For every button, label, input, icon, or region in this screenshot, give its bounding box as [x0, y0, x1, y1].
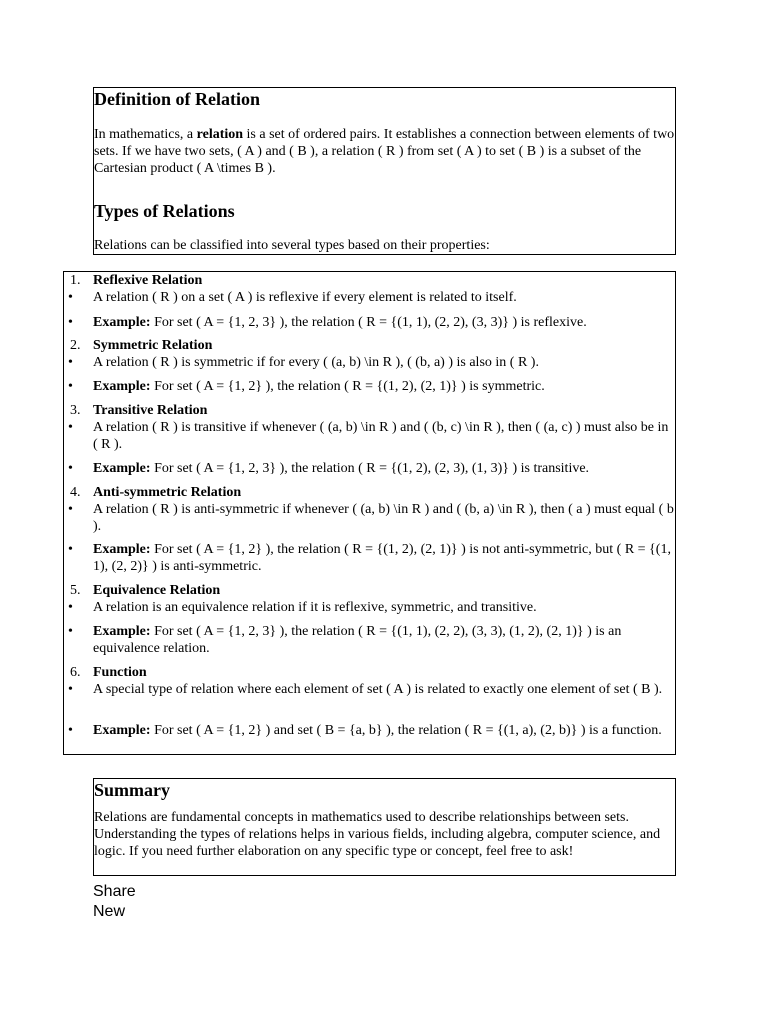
section-title-definition: Definition of Relation	[94, 89, 260, 109]
item-number: 3.	[70, 403, 81, 418]
example-label: Example:	[93, 723, 151, 738]
example-text: For set ( A = {1, 2, 3} ), the relation ( R = {(1, 1), (2, 2), (3, 3), (1, 2), (2, 1)} ) is an equivalence relation.	[93, 624, 622, 656]
item-number: 5.	[70, 583, 81, 598]
item-title: Function	[93, 665, 147, 680]
share-button[interactable]: Share	[93, 883, 136, 900]
bullet-icon: •	[68, 379, 73, 394]
bullet-icon: •	[68, 600, 73, 615]
definition-keyword: relation	[196, 127, 244, 142]
example-text: For set ( A = {1, 2} ) and set ( B = {a, b} ), the relation ( R = {(1, a), (2, b)} ) is a function.	[150, 723, 662, 738]
bullet-icon: •	[68, 502, 73, 517]
item-definition: A special type of relation where each element of set ( A ) is related to exactly one element of set ( B ).	[93, 682, 663, 697]
example-text: For set ( A = {1, 2, 3} ), the relation ( R = {(1, 1), (2, 2), (3, 3)} ) is reflexive.	[150, 315, 587, 330]
bullet-icon: •	[68, 355, 73, 370]
definition-text-start: In mathematics, a	[94, 127, 197, 142]
item-title: Equivalence Relation	[93, 583, 221, 598]
example-text: For set ( A = {1, 2} ), the relation ( R = {(1, 2), (2, 1)} ) is not anti-symmetric, but ( R = {(1, 1), (2, 2)} ) is anti-symmetric.	[93, 542, 671, 574]
summary-paragraph: Relations are fundamental concepts in mathematics used to describe relationships between sets. Understanding the types of relations helps in various fields, including algebra, computer science, and logic. If you need further elaboration on any specific type or concept, feel free to ask!	[94, 810, 661, 859]
bullet-icon: •	[68, 420, 73, 435]
example-label: Example:	[93, 461, 151, 476]
example-text: For set ( A = {1, 2} ), the relation ( R = {(1, 2), (2, 1)} ) is symmetric.	[150, 379, 545, 394]
item-definition: A relation is an equivalence relation if it is reflexive, symmetric, and transitive.	[93, 600, 537, 615]
bullet-icon: •	[68, 682, 73, 697]
item-example	[93, 722, 675, 739]
item-definition: A relation ( R ) on a set ( A ) is reflexive if every element is related to itself.	[93, 290, 517, 305]
example-label: Example:	[93, 542, 151, 557]
bullet-icon: •	[68, 461, 73, 476]
item-number: 4.	[70, 485, 81, 500]
summary-section	[93, 778, 676, 876]
item-example	[93, 460, 675, 477]
item-number: 2.	[70, 338, 81, 353]
example-label: Example:	[93, 315, 151, 330]
item-title: Symmetric Relation	[93, 338, 213, 353]
types-intro-paragraph: Relations can be classified into several types based on their properties:	[94, 238, 490, 253]
bullet-icon: •	[68, 290, 73, 305]
section-title-summary: Summary	[94, 780, 170, 800]
bullet-icon: •	[68, 542, 73, 557]
item-definition: A relation ( R ) is symmetric if for every ( (a, b) \in R ), ( (b, a) ) is also in ( R ).	[93, 355, 539, 370]
section-title-types: Types of Relations	[94, 201, 235, 221]
item-example	[93, 314, 675, 331]
bullet-icon: •	[68, 723, 73, 738]
types-list	[63, 271, 676, 755]
new-button[interactable]: New	[93, 903, 126, 920]
bullet-icon: •	[68, 315, 73, 330]
bullet-icon: •	[68, 624, 73, 639]
definition-text-rest: is a set of ordered pairs. It establishes a connection between elements of two sets. If we have two sets, ( A ) and ( B ), a relation ( R ) from set ( A ) to set ( B ) is a subset of the Cartesian product ( A \times B ).	[94, 127, 675, 176]
item-example	[93, 378, 675, 395]
example-label: Example:	[93, 624, 151, 639]
definition-paragraph	[94, 126, 677, 177]
definition-section	[93, 87, 676, 255]
item-example	[93, 623, 675, 657]
item-number: 6.	[70, 665, 81, 680]
example-text: For set ( A = {1, 2, 3} ), the relation ( R = {(1, 2), (2, 3), (1, 3)} ) is transitive.	[150, 461, 590, 476]
item-title: Reflexive Relation	[93, 273, 203, 288]
item-title: Anti-symmetric Relation	[93, 485, 242, 500]
item-number: 1.	[70, 273, 81, 288]
item-example	[93, 541, 675, 575]
example-label: Example:	[93, 379, 151, 394]
item-definition: A relation ( R ) is anti-symmetric if whenever ( (a, b) \in R ) and ( (b, a) \in R ), then ( a ) must equal ( b ).	[93, 502, 674, 534]
item-title: Transitive Relation	[93, 403, 208, 418]
item-definition: A relation ( R ) is transitive if whenever ( (a, b) \in R ) and ( (b, c) \in R ), then ( (a, c) ) must also be in ( R ).	[93, 420, 669, 452]
